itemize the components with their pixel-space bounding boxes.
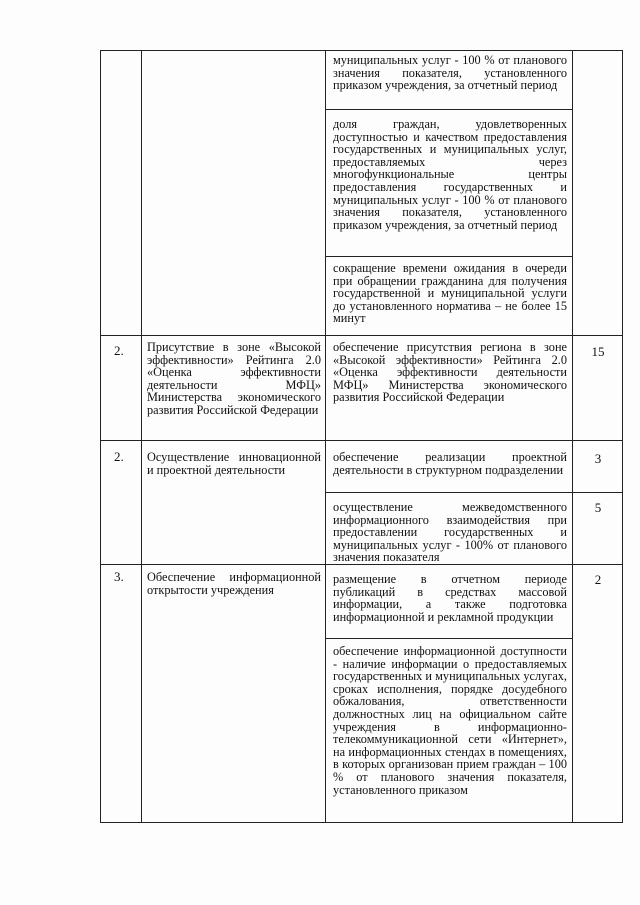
criterion-text: размещение в отчетном периоде публикаций в средствах массовой информации, а также подготовка информационной и рекламной продукции (333, 572, 567, 624)
table-border-right (622, 50, 623, 823)
table-col-divider-2 (325, 50, 326, 823)
row-divider (100, 335, 623, 336)
table-border-top (100, 50, 623, 51)
table-col-divider-3 (572, 50, 573, 823)
criterion-text: сокращение времени ожидания в очереди при обращении гражданина для получения государственной и муниципальной услуги до установленного норматива – не более 15 минут (333, 261, 567, 326)
indicator-name: Обеспечение информационной открытости учреждения (147, 570, 321, 597)
criteria-divider (325, 638, 572, 639)
criteria-divider (325, 109, 572, 110)
row-number: 3. (114, 569, 124, 584)
criterion-text: обеспечение информационной доступности - наличие информации о предоставляемых государственных и муниципальных услугах, сроках исполнения, порядке досудебного обжалования, ответственности должностных лиц на официальном сайте учреждения в информационно-телекоммуникационной сети «Интернет», на информационных стендах в помещениях, в которых организован прием граждан – 100 % от планового значения показателя, установленного приказом (333, 644, 567, 797)
table-border-bottom (100, 822, 623, 823)
score-value: 2 (594, 572, 602, 587)
row-divider (100, 564, 623, 565)
table-border-left (100, 50, 101, 823)
row-divider (100, 440, 623, 441)
table-col-divider-1 (141, 50, 142, 823)
indicator-name: Осуществление инновационной и проектной деятельности (147, 450, 321, 477)
criteria-divider (325, 256, 572, 257)
score-value: 3 (594, 451, 602, 466)
row-number: 2. (114, 449, 124, 464)
criterion-text: обеспечение присутствия региона в зоне «Высокой эффективности» Рейтинга 2.0 «Оценка эффективности деятельности МФЦ» Министерства экономического развития Российской Федерации (333, 340, 567, 405)
score-value: 5 (594, 500, 602, 515)
criterion-text: доля граждан, удовлетворенных доступностью и качеством предоставления государственных и муниципальных услуг, предоставляемых через многофункциональные центры предоставления государственных и муниципальных услуг - 100 % от планового значения показателя, установленного приказом учреждения, за отчетный период (333, 117, 567, 232)
criterion-text: муниципальных услуг - 100 % от планового значения показателя, установленного приказом учреждения, за отчетный период (333, 53, 567, 93)
score-value: 15 (591, 344, 605, 359)
criteria-divider (325, 492, 623, 493)
row-number: 2. (114, 343, 124, 358)
criterion-text: обеспечение реализации проектной деятельности в структурном подразделении (333, 450, 567, 477)
criterion-text: осуществление межведомственного информационного взаимодействия при предоставлении государственных и муниципальных услуг - 100% от планового значения показателя (333, 500, 567, 565)
indicator-name: Присутствие в зоне «Высокой эффективности» Рейтинга 2.0 «Оценка эффективности деятельности МФЦ» Министерства экономического развития Российской Федерации (147, 340, 321, 417)
